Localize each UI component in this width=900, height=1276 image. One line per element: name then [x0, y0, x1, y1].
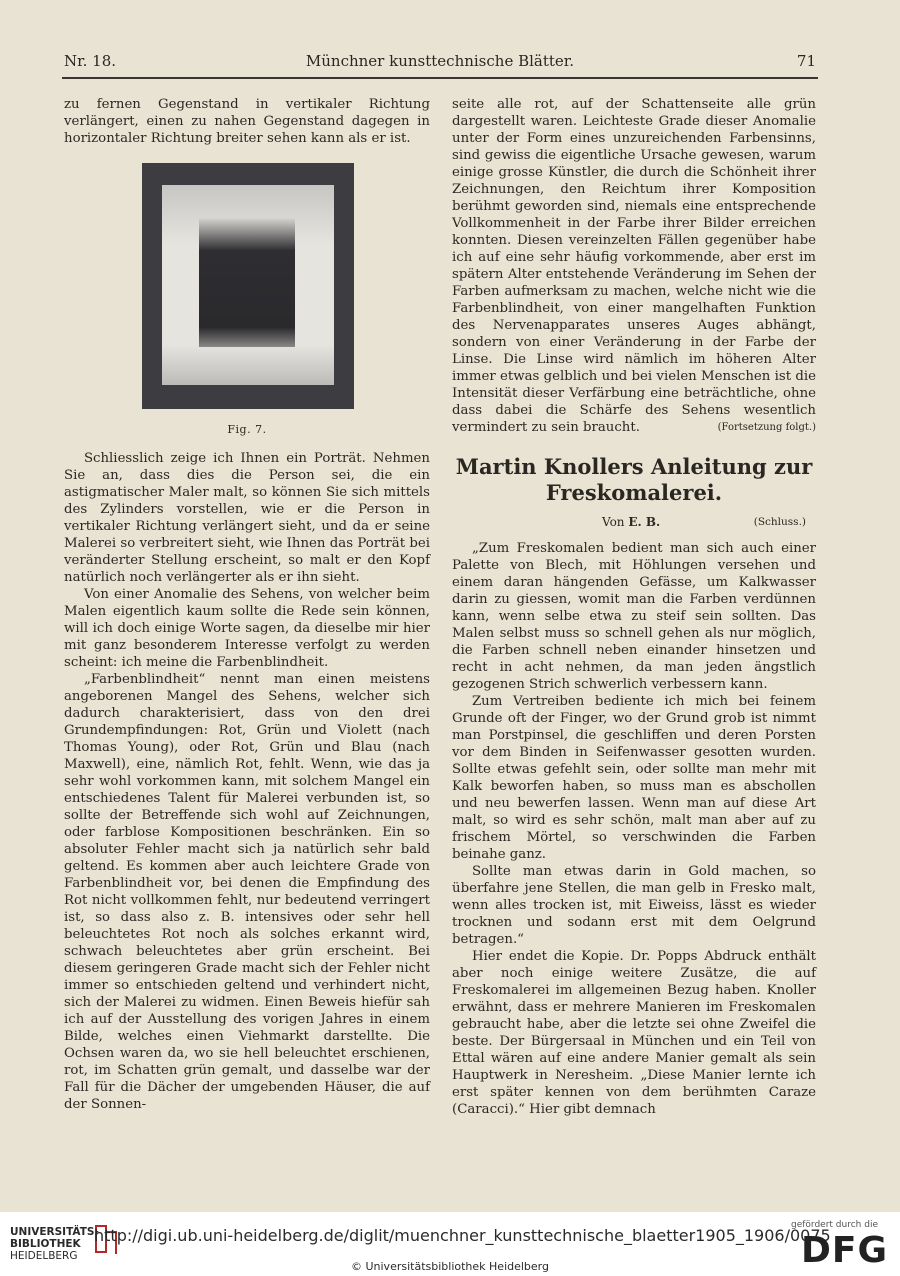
figure-dark-center: [199, 217, 295, 347]
paragraph: „Farbenblindheit“ nennt man einen meistens angeborenen Mangel des Sehens, welcher sich dadurch charakterisiert, dass von den drei Grundempfindungen: Rot, Grün und Violett (nach Thomas Young), oder Rot, Grün und Blau (nach Maxwell), eine, nämlich Rot, fehlt. Wenn, wie das ja sehr wohl vorkommen kann, mit solchem Mangel ein entschiedenes Talent für Malerei verbunden ist, so sollte der Betreffende sich wohl auf Zeichnungen, oder farblose Kompositionen beschränken. Ein so absoluter Fehler macht sich ja natürlich sehr bald geltend. Es kommen aber auch leichtere Grade von Farbenblindheit vor, bei denen die Empfindung des Rot nicht vollkommen fehlt, nur bedeutend verringert ist, so dass also z. B. intensives oder sehr hell beleuchtetes Rot noch als solches erkannt wird, schwach beleuchtetes aber grün erscheint. Bei diesem geringeren Grade macht sich der Fehler nicht immer so entschieden geltend und verhindert nicht, sich der Malerei zu widmen. Einen Beweis hiefür sah ich auf der Ausstellung des vorigen Jahres in einem Bilde, welches einen Viehmarkt darstellte. Die Ochsen waren da, wo sie hell beleuchtet erschienen, rot, im Schatten grün gemalt, und dasselbe war der Fall für die Dächer der umgebenden Häuser, die auf der Sonnen-: [64, 672, 430, 1112]
paragraph: zu fernen Gegenstand in vertikaler Richtung verlängert, einen zu nahen Gegenstand dagegen in horizontaler Richtung breiter sehen kann als er ist.: [64, 97, 430, 146]
copyright-notice: © Universitätsbibliothek Heidelberg: [350, 1260, 549, 1273]
paragraph: Schliesslich zeige ich Ihnen ein Porträt. Nehmen Sie an, dass dies die Person sei, die ein astigmatischer Maler malt, so können Sie sich mittels des Zylinders vorstellen, wie er die Person in vertikaler Richtung verlängert sieht, und da er seine Malerei so verbreitert sieht, wie Ihnen das Porträt bei veränderter Stellung erscheint, so malt er den Kopf natürlich noch verlängerter als er ihn sieht.: [64, 451, 430, 585]
page-number: 71: [796, 52, 816, 70]
issue-number: Nr. 18.: [64, 52, 117, 70]
library-name-line: UNIVERSITÄTS-: [10, 1226, 99, 1238]
paragraph: Hier endet die Kopie. Dr. Popps Abdruck enthält aber noch einige weitere Zusätze, die auf Freskomalerei im allgemeinen Bezug haben. Knoller erwähnt, dass er mehrere Manieren im Freskomalen gebraucht habe, aber die letzte sei ohne Zweifel die beste. Der Bürgersaal in München und ein Teil von Ettal wären auf eine andere Manier gemalt als sein Hauptwerk in Neresheim. „Diese Manier lernte ich erst später kennen von dem berühmten Caraze (Caracci).“ Hier gibt demnach: [452, 949, 816, 1117]
paragraph: „Zum Freskomalen bedient man sich auch einer Palette von Blech, mit Höhlungen versehen und einem daran hängenden Gefässe, um Kalkwasser darin zu giessen, womit man die Farben verdünnen kann, wenn selbe etwa zu steif sein sollten. Das Malen selbst muss so schnell gehen als nur möglich, die Farben schnell neben einander hinsetzen und recht in acht nehmen, da man jeden ängstlich gezogenen Strich schwerlich verbessern kann.: [452, 541, 816, 692]
header-rule: [62, 77, 818, 79]
figure-7-illustration: [142, 163, 354, 409]
figure-caption: Fig. 7.: [227, 423, 267, 436]
paragraph: [452, 96, 816, 436]
paragraph: Zum Vertreiben bediente ich mich bei feinem Grunde oft der Finger, wo der Grund grob ist nimmt man Porstpinsel, die geschliffen und deren Porsten vor dem Binden in Seifenwasser gesotten wurden. Sollte etwas gefehlt sein, oder sollte man mehr mit Kalk beworfen haben, so muss man es abschollen und neu bewerfen lassen. Wenn man auf diese Art malt, so wird es sehr schön, malt man aber auf zu frischem Mörtel, so verschwinden die Farben beinahe ganz.: [452, 694, 816, 862]
byline: [452, 514, 816, 532]
author-line: [602, 514, 660, 531]
paragraph: Sollte man etwas darin in Gold machen, so überfahre jene Stellen, die man gelb in Fresko malt, wenn alles trocken ist, mit Eiweiss, lässt es wieder trocknen und sodann erst mit dem Oelgrund betragen.“: [452, 864, 816, 947]
author-name: E. B.: [628, 515, 661, 529]
digitization-footer: [0, 1212, 900, 1276]
continued-note: (Fortsetzung folgt.): [717, 422, 816, 433]
library-name-line: BIBLIOTHEK: [10, 1238, 81, 1250]
dfg-logo: DFG: [800, 1230, 888, 1271]
article-title: Martin Knollers Anleitung zur Freskomalerei.: [455, 454, 813, 505]
journal-title: Münchner kunsttechnische Blätter.: [305, 52, 575, 70]
right-column: [452, 96, 816, 1118]
paragraph-text: seite alle rot, auf der Schattenseite alle grün dargestellt waren. Leichteste Grade dieser Anomalie unter der Form eines unzureichenden Farbensinns, sind gewiss die eigentliche Ursache gewesen, warum einige grosse Künstler, die durch die Schönheit ihrer Zeichnungen, den Reichtum ihrer Komposition berühmt geworden sind, niemals eine entsprechende Vollkommenheit in der Farbe ihrer Bilder erreichen konnten. Diesen vereinzelten Fällen gegenüber habe ich auf eine sehr häufig vorkommende, aber erst im spätern Alter entstehende Veränderung im Sehen der Farben aufmerksam zu machen, welche nicht wie die Farbenblindheit, von einer mangelhaften Funktion des Nervenapparates unseres Auges abhängt, sondern von einer Veränderung in der Farbe der Linse. Die Linse wird nämlich im höheren Alter immer etwas gelblich und bei vielen Menschen ist die Intensität dieser Verfärbung eine beträchtliche, ohne dass dabei die Schärfe des Sehens wesentlich vermindert zu sein braucht.: [452, 97, 816, 435]
funding-note: gefördert durch die: [791, 1220, 878, 1230]
library-name-line: HEIDELBERG: [10, 1250, 78, 1262]
byline-prefix: Von: [602, 515, 625, 529]
conclusion-note: (Schluss.): [753, 516, 806, 528]
running-header: [64, 52, 816, 76]
paragraph: Von einer Anomalie des Sehens, von welcher beim Malen eigentlich kaum sollte die Rede sein können, will ich doch einige Worte sagen, da dieselbe mir hier mit ganz besonderem Interesse verfolgt zu werden scheint: ich meine die Farbenblindheit.: [64, 587, 430, 670]
left-column: [64, 96, 430, 1113]
library-logo: [10, 1226, 99, 1262]
permalink-url[interactable]: http://digi.ub.uni-heidelberg.de/diglit/muenchner_kunsttechnische_blaetter1905_1906/0075: [94, 1226, 831, 1245]
